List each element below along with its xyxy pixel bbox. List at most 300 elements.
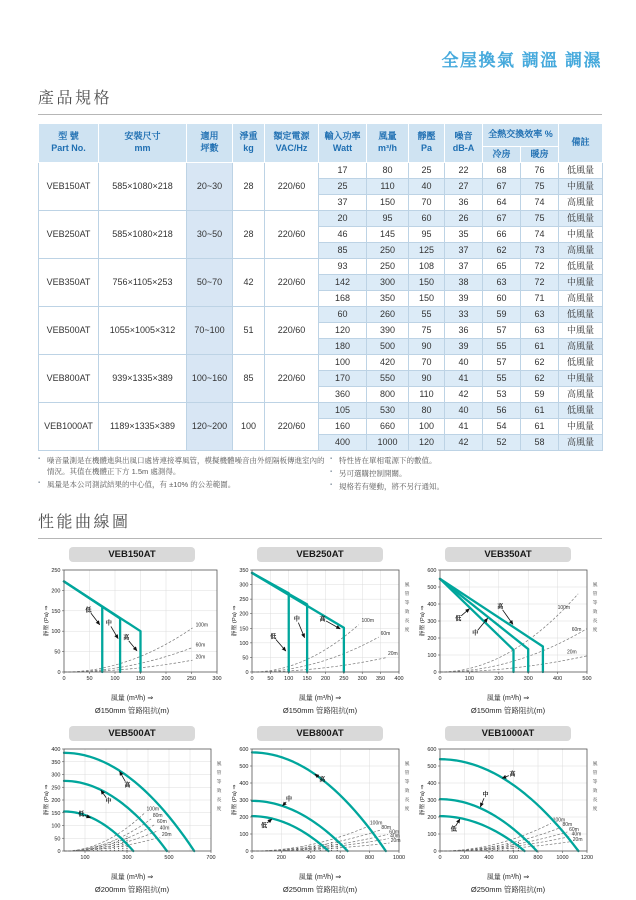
x-tick-label: 400 [394,675,404,682]
watt-cell: 170 [319,371,367,387]
x-tick-label: 1000 [556,854,569,861]
cooling-cell: 66 [483,227,521,243]
note-cell: 中風量 [559,179,603,195]
weight-cell: 51 [233,307,265,355]
y-tick-label: 600 [427,746,437,753]
y-tick-label: 50 [242,655,249,662]
x-tick-label: 0 [62,675,66,682]
performance-chart-svg [228,564,412,688]
col-header-dims: 安裝尺寸 mm [99,124,187,163]
heating-cell: 71 [521,291,559,307]
fan-speed-label: 中 [482,792,489,799]
heating-cell: 73 [521,243,559,259]
note-item: ▪ 規格若有變動，將不另行通知。 [330,482,444,493]
cooling-cell: 55 [483,371,521,387]
duct-equivalent-length-label: 等 [592,779,598,785]
flow-cell: 80 [367,163,409,179]
grid [252,749,399,851]
chart-title: VEB500AT [69,726,195,741]
part-cell: VEB150AT [39,163,99,211]
watt-cell: 168 [319,291,367,307]
y-tick-label: 200 [239,814,249,821]
y-tick-label: 350 [51,759,61,766]
chart-title: VEB800AT [257,726,383,741]
noise-cell: 35 [445,227,483,243]
x-tick-label: 250 [339,675,349,682]
heating-cell: 74 [521,227,559,243]
fan-curve-低 [440,816,525,851]
y-tick-label: 0 [245,669,249,676]
power-cell: 220/60 [265,307,319,355]
duct-label: 20m [390,837,401,844]
pressure-cell: 80 [409,403,445,419]
area-cell: 120~200 [187,403,233,451]
x-tick-label: 200 [276,854,286,861]
heating-cell: 76 [521,163,559,179]
x-tick-label: 700 [206,854,216,861]
flow-cell: 390 [367,323,409,339]
duct-impedance-label: Ø150mm 管路阻抗(m) [94,705,170,715]
spec-table-header [39,124,603,163]
cooling-cell: 68 [483,163,521,179]
area-cell: 20~30 [187,163,233,211]
duct-equivalent-length-label: 度 [404,627,410,633]
weight-cell: 100 [233,403,265,451]
col-header-cooling: 冷房 [483,147,521,163]
duct-equivalent-length-label: 風 [404,761,410,767]
heating-cell: 61 [521,419,559,435]
x-axis-label: 風量 (m³/h) ⇒ [110,873,154,881]
duct-equivalent-length-label: 等 [216,779,222,785]
y-tick-label: 150 [51,810,61,817]
dims-cell: 1189×1335×389 [99,403,187,451]
duct-equivalent-length-label: 長 [592,797,598,803]
weight-cell: 28 [233,163,265,211]
noise-cell: 42 [445,435,483,451]
performance-chart-svg [40,564,224,688]
section-title-specs: 產品規格 [38,90,113,107]
y-tick-label: 300 [427,797,437,804]
duct-label: 60m [195,641,206,648]
flow-cell: 110 [367,179,409,195]
part-cell: VEB500AT [39,307,99,355]
x-tick-label: 350 [376,675,386,682]
watt-cell: 20 [319,211,367,227]
note-cell: 高風量 [559,435,603,451]
spec-row [39,307,603,323]
noise-cell: 22 [445,163,483,179]
y-tick-label: 500 [239,763,249,770]
y-tick-label: 200 [427,814,437,821]
x-tick-label: 400 [553,675,563,682]
duct-impedance-label: Ø250mm 管路阻抗(m) [470,884,546,894]
x-tick-label: 100 [110,675,120,682]
fan-curve-低 [440,578,514,671]
power-cell: 220/60 [265,403,319,451]
spec-row [39,355,603,371]
watt-cell: 180 [319,339,367,355]
pressure-cell: 108 [409,259,445,275]
heating-cell: 63 [521,307,559,323]
pressure-cell: 95 [409,227,445,243]
fan-speed-label: 中 [472,630,479,637]
heating-cell: 62 [521,355,559,371]
x-tick-label: 100 [284,675,294,682]
dims-cell: 756×1105×253 [99,259,187,307]
fan-speed-label: 低 [270,634,277,641]
watt-cell: 25 [319,179,367,195]
col-header-efficiency: 全熱交換效率 % [483,124,559,147]
y-axis-label: 靜壓 (Pa) ⇒ [44,605,50,636]
speed-arrow [91,613,100,625]
heating-cell: 61 [521,403,559,419]
x-tick-label: 0 [250,675,254,682]
cooling-cell: 62 [483,243,521,259]
duct-equivalent-length-label: 管 [404,591,410,597]
pressure-cell: 55 [409,307,445,323]
fan-speed-label: 低 [261,823,268,830]
y-tick-label: 250 [239,596,249,603]
heating-cell: 72 [521,275,559,291]
heating-cell: 62 [521,371,559,387]
footnotes-right [330,456,444,495]
power-cell: 220/60 [265,163,319,211]
x-axis-label: 風量 (m³/h) ⇒ [298,873,342,881]
flow-cell: 1000 [367,435,409,451]
chart-title: VEB250AT [257,547,383,562]
duct-equivalent-length-label: 風 [592,761,598,767]
y-tick-label: 50 [54,649,61,656]
y-tick-label: 50 [54,835,61,842]
col-header-pressure: 靜壓 Pa [409,124,445,163]
flow-cell: 350 [367,291,409,307]
note-cell: 中風量 [559,227,603,243]
y-tick-label: 400 [51,746,61,753]
duct-equivalent-length-label: 度 [592,806,598,812]
note-cell: 低風量 [559,307,603,323]
duct-labels [370,820,401,844]
x-tick-label: 1000 [392,854,406,861]
y-tick-label: 200 [239,611,249,618]
cooling-cell: 60 [483,291,521,307]
cooling-cell: 56 [483,403,521,419]
duct-equivalent-length-label: 長 [404,618,410,624]
usage-hatch [456,841,519,850]
y-tick-label: 400 [239,780,249,787]
col-header-weight: 淨重 kg [233,124,265,163]
duct-equivalent-length-label: 風 [216,761,222,767]
speed-arrow [129,640,137,650]
duct-labels [362,617,398,656]
duct-resistance-curves [252,824,392,851]
duct-equivalent-length-label: 等 [404,779,410,785]
duct-label: 20m [572,836,583,843]
flow-cell: 260 [367,307,409,323]
speed-arrow [502,775,509,778]
y-tick-label: 300 [239,582,249,589]
x-tick-label: 50 [86,675,93,682]
note-cell: 低風量 [559,403,603,419]
cooling-cell: 59 [483,307,521,323]
pressure-cell: 75 [409,323,445,339]
cooling-cell: 57 [483,355,521,371]
chart-title: VEB350AT [445,547,571,562]
noise-cell: 40 [445,403,483,419]
duct-equivalent-length-label: 效 [216,788,222,794]
duct-label: 20m [161,831,172,838]
y-tick-label: 100 [427,652,437,659]
flow-cell: 550 [367,371,409,387]
y-axis-label: 靜壓 (Pa) ⇒ [420,784,426,815]
duct-resistance-curves [64,628,193,672]
duct-impedance-label: Ø200mm 管路阻抗(m) [94,884,170,894]
col-header-noise: 噪音 dB-A [445,124,483,163]
page-tagline: 全屋換氣 調溫 調濕 [441,51,602,70]
duct-equivalent-length-label: 長 [592,618,598,624]
y-tick-label: 300 [51,772,61,779]
fan-speed-label: 中 [105,620,112,627]
section-rule [38,114,602,115]
weight-cell: 85 [233,355,265,403]
x-tick-label: 600 [508,854,519,861]
note-cell: 高風量 [559,195,603,211]
duct-label: 80m [152,812,163,819]
pressure-cell: 100 [409,419,445,435]
pressure-cell: 90 [409,371,445,387]
spec-row [39,403,603,419]
col-header-flow: 風量 m³/h [367,124,409,163]
duct-label: 80m [562,821,573,828]
y-tick-label: 250 [51,784,61,791]
watt-cell: 360 [319,387,367,403]
y-tick-label: 200 [51,588,61,595]
x-tick-label: 400 [306,854,316,861]
fan-speed-label: 中 [105,798,112,805]
note-item: ▪ 另可選購控制開關。 [330,469,444,480]
y-tick-label: 100 [51,628,61,635]
x-tick-label: 200 [459,854,470,861]
speed-arrow [267,819,272,823]
chart-VEB800AT [226,726,414,895]
noise-cell: 36 [445,323,483,339]
x-tick-label: 50 [267,675,274,682]
fan-speed-label: 中 [293,616,300,623]
note-cell: 低風量 [559,355,603,371]
x-tick-label: 400 [484,854,494,861]
duct-label: 40m [390,833,400,840]
duct-label: 20m [387,650,398,657]
noise-cell: 38 [445,275,483,291]
x-tick-label: 300 [357,675,367,682]
fan-speed-label: 高 [123,635,130,642]
y-tick-label: 0 [245,848,249,855]
cooling-cell: 52 [483,435,521,451]
x-tick-label: 200 [494,675,504,682]
y-tick-label: 300 [239,797,249,804]
watt-cell: 400 [319,435,367,451]
duct-label: 60m [380,630,391,637]
y-tick-label: 100 [427,831,437,838]
y-tick-label: 300 [427,618,437,625]
performance-chart-svg [416,743,600,867]
fan-curve-高 [252,752,386,851]
heating-cell: 59 [521,387,559,403]
chart-VEB150AT [38,547,226,716]
fan-curve-低 [64,811,133,851]
flow-cell: 95 [367,211,409,227]
part-cell: VEB800AT [39,355,99,403]
section-title-curves: 性能曲線圖 [38,513,131,531]
pressure-cell: 60 [409,211,445,227]
fan-speed-label: 高 [509,771,516,778]
col-header-watt: 輸入功率 Watt [319,124,367,163]
noise-cell: 39 [445,291,483,307]
watt-cell: 100 [319,355,367,371]
cooling-cell: 65 [483,259,521,275]
chart-VEB1000AT [414,726,602,895]
fan-speed-label: 低 [78,811,85,818]
flow-cell: 250 [367,243,409,259]
noise-cell: 41 [445,419,483,435]
fan-speed-label: 低 [85,607,92,614]
speed-arrow [461,608,469,615]
pressure-cell: 70 [409,355,445,371]
speed-arrow [480,798,484,807]
col-header-area: 適用 坪數 [187,124,233,163]
watt-cell: 46 [319,227,367,243]
footnotes [38,456,602,495]
x-tick-label: 0 [438,854,442,861]
col-header-part: 型 號 Part No. [39,124,99,163]
noise-cell: 41 [445,371,483,387]
duct-label: 40m [159,824,170,831]
noise-cell: 37 [445,259,483,275]
note-cell: 低風量 [559,163,603,179]
note-cell: 中風量 [559,275,603,291]
noise-cell: 37 [445,243,483,259]
duct-label: 100m [552,817,566,824]
pressure-cell: 150 [409,291,445,307]
fan-speed-label: 低 [450,826,457,833]
fan-speed-label: 中 [286,796,293,803]
col-header-heating: 暖房 [521,147,559,163]
fan-curves [252,752,386,851]
duct-label: 100m [557,604,571,611]
heating-cell: 58 [521,435,559,451]
duct-equivalent-length-label: 等 [592,600,598,606]
x-tick-label: 300 [523,675,533,682]
x-tick-label: 500 [582,675,592,682]
cooling-cell: 54 [483,419,521,435]
duct-label: 100m [195,621,209,628]
fan-curve-低 [252,816,328,851]
area-cell: 100~160 [187,355,233,403]
spec-row [39,163,603,179]
fan-speed-label: 低 [455,616,462,623]
duct-label: 20m [195,654,206,661]
note-cell: 高風量 [559,243,603,259]
x-tick-label: 0 [250,854,254,861]
y-tick-label: 350 [239,567,249,574]
note-cell: 中風量 [559,323,603,339]
duct-label: 60m [389,828,400,835]
y-axis-label: 靜壓 (Pa) ⇒ [232,784,238,815]
heating-cell: 61 [521,339,559,355]
y-tick-label: 200 [427,635,437,642]
pressure-cell: 110 [409,387,445,403]
duct-equivalent-length-label: 效 [592,609,598,615]
y-tick-label: 600 [239,746,249,753]
spec-table-body [39,163,603,451]
x-tick-label: 600 [335,854,345,861]
performance-chart-svg [40,743,224,867]
x-axis-label: 風量 (m³/h) ⇒ [298,694,342,702]
cooling-cell: 64 [483,195,521,211]
x-tick-label: 150 [135,675,146,682]
duct-label: 80m [381,824,392,831]
x-tick-label: 0 [438,675,442,682]
flow-cell: 800 [367,387,409,403]
y-axis-label: 靜壓 (Pa) ⇒ [420,605,426,636]
x-tick-label: 800 [533,854,543,861]
duct-equivalent-length-label: 管 [592,770,598,776]
noise-cell: 36 [445,195,483,211]
note-cell: 低風量 [559,211,603,227]
spec-row [39,259,603,275]
note-cell: 中風量 [559,419,603,435]
flow-cell: 145 [367,227,409,243]
pressure-cell: 40 [409,179,445,195]
note-cell: 低風量 [559,259,603,275]
fan-curves [64,581,141,672]
watt-cell: 160 [319,419,367,435]
y-tick-label: 150 [51,608,61,615]
watt-cell: 142 [319,275,367,291]
noise-cell: 40 [445,355,483,371]
cooling-cell: 67 [483,179,521,195]
duct-label: 40m [571,831,582,838]
duct-label: 20m [567,648,577,655]
duct-equivalent-length-label: 效 [404,788,410,794]
y-tick-label: 100 [239,640,249,647]
duct-equivalent-length-label: 效 [592,788,598,794]
duct-equivalent-length-label: 長 [404,797,410,803]
duct-impedance-label: Ø150mm 管路阻抗(m) [470,705,546,715]
duct-equivalent-length-label: 效 [404,609,410,615]
area-cell: 30~50 [187,211,233,259]
footnotes-left [38,456,330,495]
y-tick-label: 0 [433,848,437,855]
y-tick-label: 200 [51,797,61,804]
y-tick-label: 600 [427,567,437,574]
speed-arrow [298,622,304,637]
flow-cell: 150 [367,195,409,211]
x-tick-label: 300 [122,854,132,861]
duct-equivalent-length-label: 管 [216,770,222,776]
fan-curve-高 [64,752,194,850]
spec-row [39,211,603,227]
duct-equivalent-length-label: 度 [592,627,598,633]
y-axis-label: 靜壓 (Pa) ⇒ [44,784,50,815]
flow-cell: 530 [367,403,409,419]
cooling-cell: 55 [483,339,521,355]
noise-cell: 27 [445,179,483,195]
flow-cell: 660 [367,419,409,435]
part-cell: VEB350AT [39,259,99,307]
chart-VEB500AT [38,726,226,895]
noise-cell: 33 [445,307,483,323]
flow-cell: 300 [367,275,409,291]
